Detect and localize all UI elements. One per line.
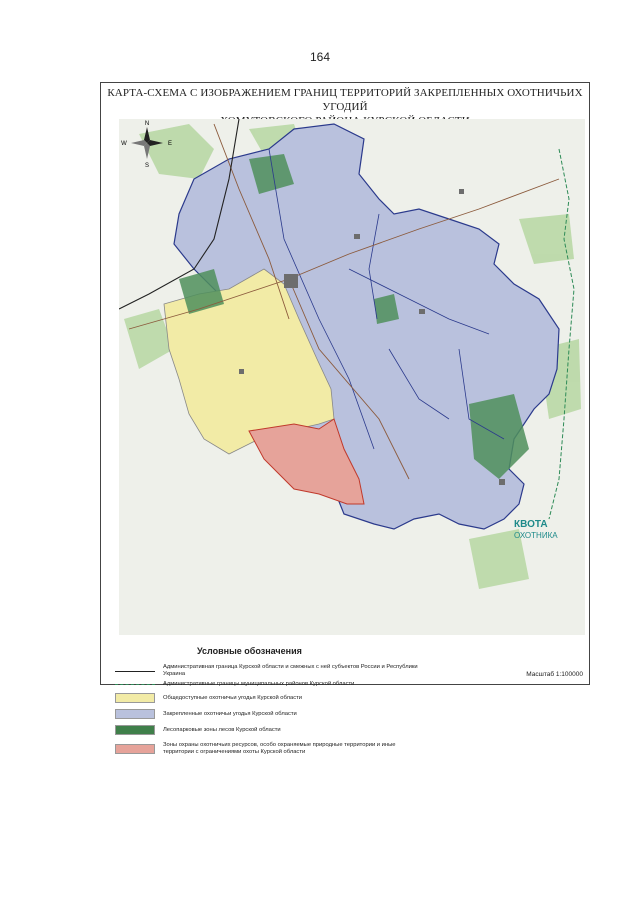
legend-swatch-public-grounds (115, 693, 155, 703)
legend-item-municipal-border (115, 681, 354, 688)
legend-title: Условные обозначения (197, 646, 302, 656)
compass-w-label: W (121, 141, 127, 147)
legend-label: Административные границы муниципальных районов Курской области (163, 681, 355, 687)
legend-label: Зоны охраны охотничьих ресурсов, особо охраняемые природные территории и иные территории с ограничениями охоты Курской области (163, 742, 396, 755)
page-number: 164 (309, 50, 331, 64)
settlement-khomutovka (284, 274, 298, 288)
legend-item-admin-border (115, 664, 418, 678)
logo-line-1: КВОТА (514, 519, 548, 530)
settlement (499, 479, 505, 485)
legend-label: Административная граница Курской области и смежных с ней субъектов России и Республики Украина (163, 664, 418, 677)
legend-item-assigned-grounds (115, 709, 297, 719)
legend-swatch-municipal-border (115, 684, 155, 685)
compass-s-label: S (144, 163, 150, 169)
compass-n-label: N (144, 121, 150, 127)
legend-item-protection-zones (115, 742, 418, 756)
legend-item-public-grounds (115, 693, 302, 703)
settlement (239, 369, 244, 374)
map-area (119, 119, 585, 635)
legend-swatch-assigned-grounds (115, 709, 155, 719)
map-scale: Масштаб 1:100000 (526, 671, 583, 678)
settlement (354, 234, 360, 239)
settlement (419, 309, 425, 314)
legend-label: Закрепленные охотничьи угодья Курской области (163, 710, 297, 717)
legend-label: Лесопарковые зоны лесов Курской области (163, 726, 281, 733)
legend-item-forest-park (115, 725, 281, 735)
map-svg (119, 119, 585, 635)
logo-line-2: ОХОТНИКА (514, 531, 558, 540)
legend-swatch-forest-park (115, 725, 155, 735)
legend-swatch-protection-zones (115, 744, 155, 754)
legend-swatch-admin-border (115, 671, 155, 672)
map-title-line-1: КАРТА-СХЕМА С ИЗОБРАЖЕНИЕМ ГРАНИЦ ТЕРРИТОРИЙ ЗАКРЕПЛЕННЫХ ОХОТНИЧЬИХ УГОДИЙ (107, 87, 583, 113)
settlement (459, 189, 464, 194)
map-frame (100, 82, 590, 755)
legend-label: Общедоступные охотничьи угодья Курской области (163, 694, 302, 701)
compass-e-label: E (167, 141, 173, 147)
